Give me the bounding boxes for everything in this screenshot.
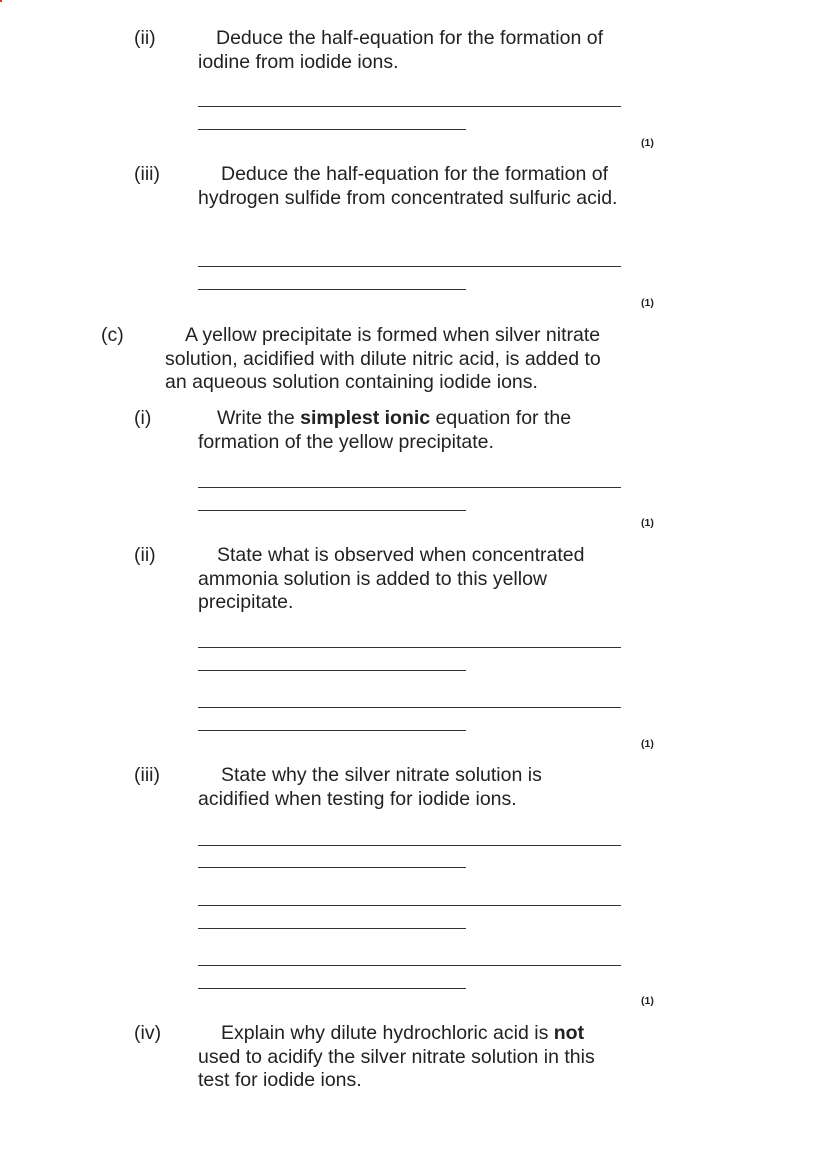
answer-line[interactable] [198, 988, 466, 989]
question-c-iii [134, 764, 586, 811]
question-number: (iii) [134, 163, 160, 185]
question-text-start: Write the [217, 407, 301, 429]
question-text-start: Explain why dilute hydrochloric acid is [221, 1022, 554, 1044]
mark-allocation: (1) [641, 995, 654, 1007]
question-b-iii [134, 163, 626, 210]
answer-line[interactable] [198, 106, 621, 107]
question-c-intro [101, 324, 623, 395]
page-corner-mark [0, 0, 2, 2]
answer-line[interactable] [198, 867, 466, 868]
answer-line[interactable] [198, 845, 621, 846]
question-number: (i) [134, 407, 152, 429]
question-text: Deduce the half-equation for the formation of hydrogen sulfide from concentrated sulfuric acid. [198, 163, 618, 209]
answer-line[interactable] [198, 670, 466, 671]
mark-allocation: (1) [641, 738, 654, 750]
question-text: State why the silver nitrate solution is acidified when testing for iodide ions. [198, 764, 542, 810]
answer-line[interactable] [198, 905, 621, 906]
question-c-i [134, 407, 596, 454]
answer-line[interactable] [198, 266, 621, 267]
answer-line[interactable] [198, 510, 466, 511]
question-c-iv [134, 1022, 611, 1093]
question-number: (c) [101, 324, 124, 346]
mark-allocation: (1) [641, 297, 654, 309]
answer-line[interactable] [198, 129, 466, 130]
answer-line[interactable] [198, 647, 621, 648]
question-text: A yellow precipitate is formed when silver nitrate solution, acidified with dilute nitric acid, is added to an aqueous solution containing iodide ions. [165, 324, 601, 393]
question-number: (iii) [134, 764, 160, 786]
question-text-end: equation for the formation of the yellow precipitate. [198, 407, 572, 453]
question-text-end: used to acidify the silver nitrate solution in this test for iodide ions. [198, 1045, 595, 1091]
emphasis-text: not [553, 1022, 585, 1044]
answer-line[interactable] [198, 487, 621, 488]
mark-allocation: (1) [641, 137, 654, 149]
answer-line[interactable] [198, 928, 466, 929]
question-b-ii [134, 27, 626, 74]
question-number: (ii) [134, 27, 156, 49]
answer-line[interactable] [198, 707, 621, 708]
answer-line[interactable] [198, 730, 466, 731]
emphasis-text: simplest ionic [300, 407, 431, 429]
answer-line[interactable] [198, 289, 466, 290]
question-c-ii [134, 544, 611, 615]
question-number: (ii) [134, 544, 156, 566]
question-text: State what is observed when concentrated ammonia solution is added to this yellow precipitate. [198, 544, 585, 613]
mark-allocation: (1) [641, 517, 654, 529]
question-number: (iv) [134, 1022, 162, 1044]
question-text: Deduce the half-equation for the formation of iodine from iodide ions. [198, 27, 603, 73]
answer-line[interactable] [198, 965, 621, 966]
